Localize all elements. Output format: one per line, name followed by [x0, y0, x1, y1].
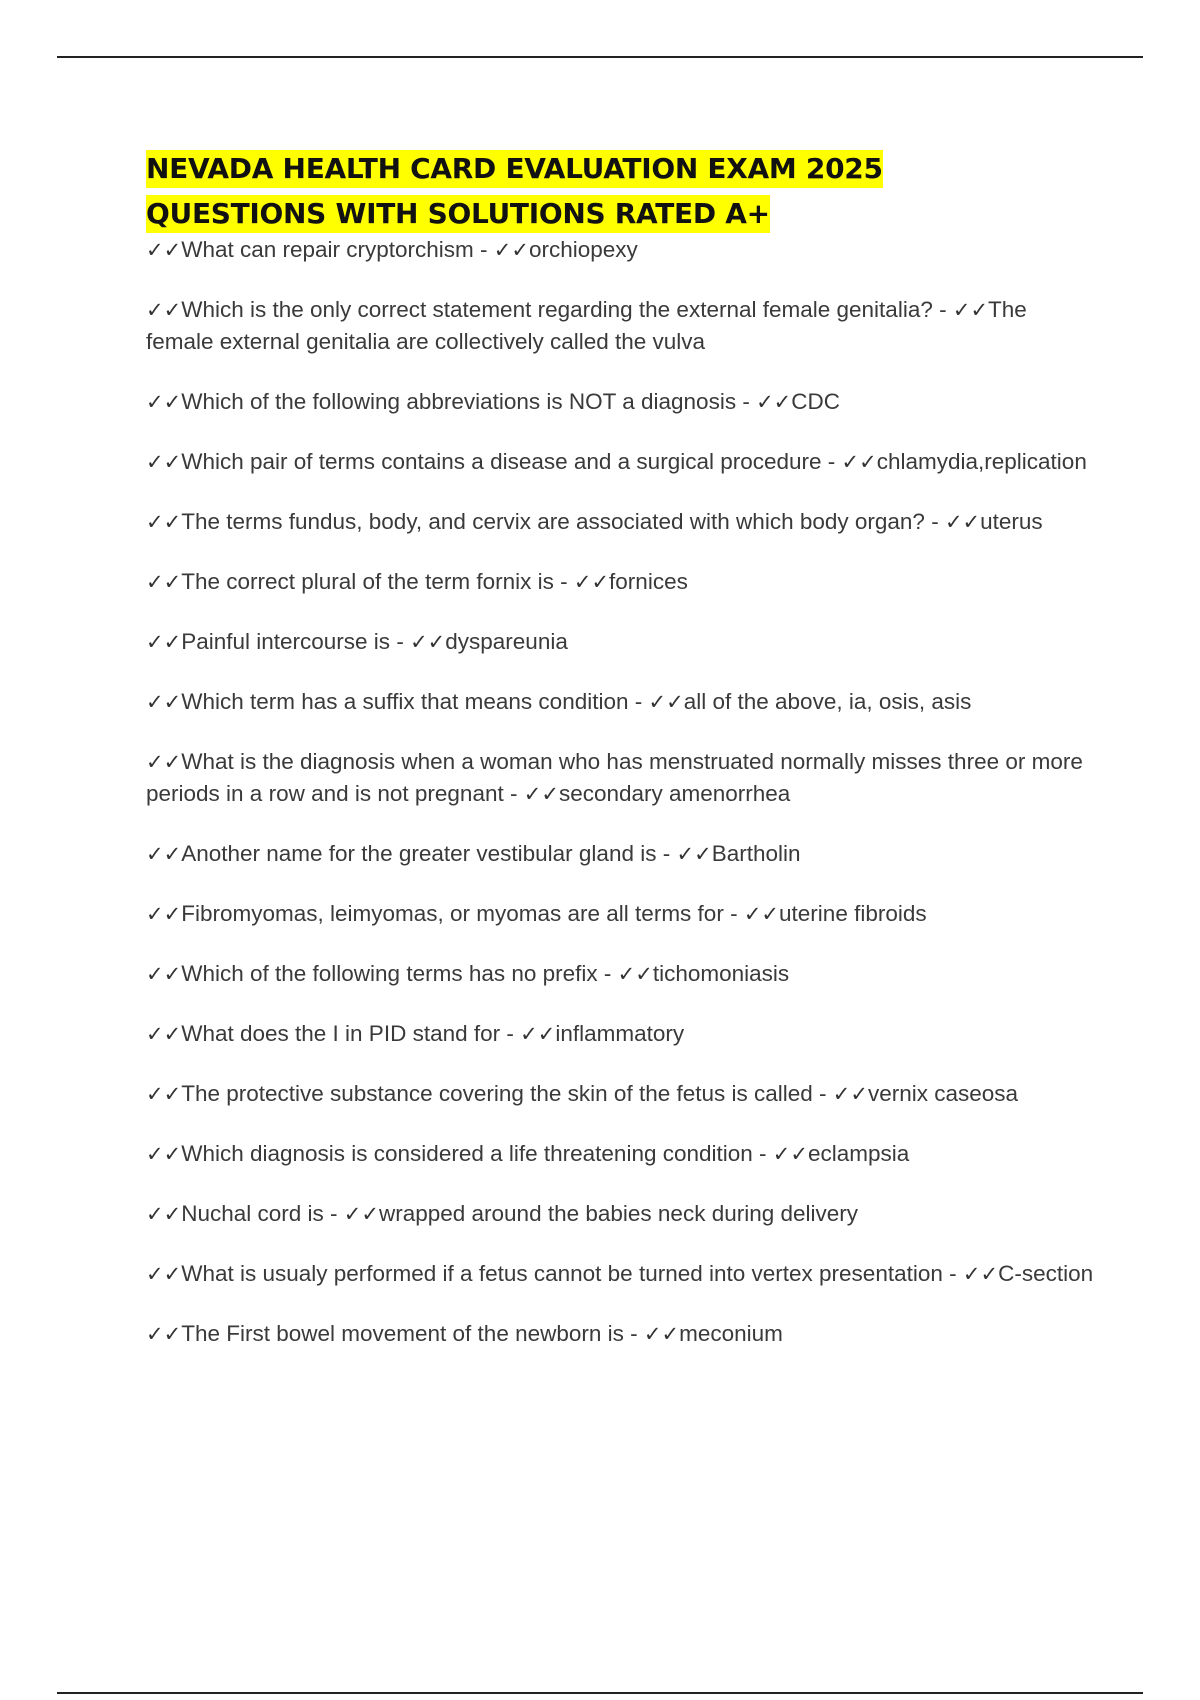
question-check-icon: ✓✓	[146, 630, 182, 654]
top-rule	[57, 56, 1143, 58]
answer-check-icon: ✓✓	[520, 1022, 556, 1046]
question-text: The First bowel movement of the newborn is	[181, 1321, 624, 1346]
qa-item	[146, 1078, 1096, 1110]
qa-item	[146, 294, 1096, 358]
question-check-icon: ✓✓	[146, 298, 182, 322]
question-text: Which pair of terms contains a disease and a surgical procedure	[181, 449, 822, 474]
answer-text: CDC	[791, 389, 841, 414]
separator: -	[473, 237, 494, 262]
separator: -	[723, 901, 744, 926]
qa-item	[146, 386, 1096, 418]
separator: -	[623, 1321, 644, 1346]
separator: -	[942, 1261, 963, 1286]
question-check-icon: ✓✓	[146, 238, 182, 262]
question-check-icon: ✓✓	[146, 902, 182, 926]
title-line-1: NEVADA HEALTH CARD EVALUATION EXAM 2025	[146, 150, 883, 188]
answer-check-icon: ✓✓	[343, 1202, 379, 1226]
answer-check-icon: ✓✓	[832, 1082, 868, 1106]
qa-item	[146, 626, 1096, 658]
answer-text: fornices	[609, 569, 688, 594]
question-text: Which term has a suffix that means condition	[181, 689, 629, 714]
answer-text: vernix caseosa	[868, 1081, 1019, 1106]
bottom-rule	[57, 1692, 1143, 1694]
answer-check-icon: ✓✓	[410, 630, 446, 654]
question-text: What can repair cryptorchism	[181, 237, 474, 262]
question-text: Painful intercourse is	[181, 629, 391, 654]
answer-check-icon: ✓✓	[756, 390, 792, 414]
answer-text: inflammatory	[555, 1021, 685, 1046]
answer-check-icon: ✓✓	[952, 298, 989, 322]
answer-text: orchiopexy	[529, 237, 638, 262]
answer-check-icon: ✓✓	[573, 570, 610, 594]
question-text: The correct plural of the term fornix is	[181, 569, 554, 594]
question-text: Which of the following terms has no prefix	[181, 961, 598, 986]
separator: -	[628, 689, 649, 714]
answer-text: secondary amenorrhea	[558, 781, 791, 806]
question-text: Another name for the greater vestibular gland is	[181, 841, 657, 866]
answer-check-icon: ✓✓	[523, 782, 559, 806]
separator: -	[812, 1081, 833, 1106]
question-check-icon: ✓✓	[146, 1082, 182, 1106]
answer-check-icon: ✓✓	[648, 690, 684, 714]
answer-text: The female external genitalia are collectively called the vulva	[146, 297, 1027, 354]
question-check-icon: ✓✓	[146, 390, 182, 414]
answer-text: wrapped around the babies neck during delivery	[378, 1201, 859, 1226]
question-text: What does the I in PID stand for	[181, 1021, 501, 1046]
answer-text: uterus	[980, 509, 1043, 534]
qa-item	[146, 1318, 1096, 1350]
question-check-icon: ✓✓	[146, 570, 182, 594]
answer-text: meconium	[679, 1321, 783, 1346]
answer-check-icon: ✓✓	[743, 902, 780, 926]
question-check-icon: ✓✓	[146, 1022, 182, 1046]
question-text: Which of the following abbreviations is NOT a diagnosis	[181, 389, 737, 414]
qa-item	[146, 746, 1096, 810]
question-check-icon: ✓✓	[146, 962, 182, 986]
question-check-icon: ✓✓	[146, 750, 182, 774]
answer-check-icon: ✓✓	[493, 238, 529, 262]
question-text: The terms fundus, body, and cervix are associated with which body organ?	[181, 509, 925, 534]
answer-check-icon: ✓✓	[676, 842, 712, 866]
qa-item	[146, 898, 1096, 930]
answer-text: chlamydia,replication	[876, 449, 1087, 474]
qa-item	[146, 838, 1096, 870]
title-line-2: QUESTIONS WITH SOLUTIONS RATED A+	[146, 195, 770, 233]
qa-item	[146, 958, 1096, 990]
question-text: Nuchal cord is	[181, 1201, 324, 1226]
qa-item	[146, 1138, 1096, 1170]
answer-text: C-section	[998, 1261, 1094, 1286]
document-title	[146, 146, 1106, 236]
question-check-icon: ✓✓	[146, 450, 182, 474]
separator: -	[736, 389, 757, 414]
qa-item	[146, 1198, 1096, 1230]
answer-text: tichomoniasis	[652, 961, 790, 986]
answer-text: dyspareunia	[445, 629, 568, 654]
answer-check-icon: ✓✓	[962, 1262, 999, 1286]
qa-item	[146, 506, 1096, 538]
qa-item	[146, 1018, 1096, 1050]
answer-text: uterine fibroids	[779, 901, 927, 926]
answer-text: Bartholin	[711, 841, 801, 866]
question-check-icon: ✓✓	[146, 842, 182, 866]
qa-item	[146, 686, 1096, 718]
separator: -	[752, 1141, 773, 1166]
separator: -	[597, 961, 618, 986]
separator: -	[656, 841, 677, 866]
qa-list	[146, 234, 1096, 1378]
qa-item	[146, 566, 1096, 598]
separator: -	[323, 1201, 344, 1226]
separator: -	[932, 297, 953, 322]
question-text: What is the diagnosis when a woman who has menstruated normally misses three or more periods in a row and is not pregnant	[146, 749, 1083, 806]
answer-check-icon: ✓✓	[841, 450, 877, 474]
question-check-icon: ✓✓	[146, 1262, 182, 1286]
qa-item	[146, 446, 1096, 478]
separator: -	[390, 629, 411, 654]
question-check-icon: ✓✓	[146, 1142, 182, 1166]
question-check-icon: ✓✓	[146, 1322, 182, 1346]
question-check-icon: ✓✓	[146, 1202, 182, 1226]
answer-check-icon: ✓✓	[617, 962, 653, 986]
question-text: Fibromyomas, leimyomas, or myomas are all terms for	[181, 901, 724, 926]
answer-check-icon: ✓✓	[944, 510, 981, 534]
separator: -	[821, 449, 842, 474]
question-text: The protective substance covering the skin of the fetus is called	[181, 1081, 813, 1106]
answer-text: eclampsia	[808, 1141, 910, 1166]
separator: -	[553, 569, 574, 594]
separator: -	[503, 781, 524, 806]
qa-item	[146, 234, 1096, 266]
separator: -	[924, 509, 945, 534]
answer-check-icon: ✓✓	[772, 1142, 808, 1166]
answer-check-icon: ✓✓	[643, 1322, 680, 1346]
separator: -	[500, 1021, 521, 1046]
question-check-icon: ✓✓	[146, 510, 182, 534]
question-text: What is usualy performed if a fetus cannot be turned into vertex presentation	[181, 1261, 943, 1286]
answer-text: all of the above, ia, osis, asis	[683, 689, 972, 714]
question-check-icon: ✓✓	[146, 690, 182, 714]
question-text: Which is the only correct statement regarding the external female genitalia?	[181, 297, 933, 322]
qa-item	[146, 1258, 1096, 1290]
question-text: Which diagnosis is considered a life threatening condition	[181, 1141, 753, 1166]
